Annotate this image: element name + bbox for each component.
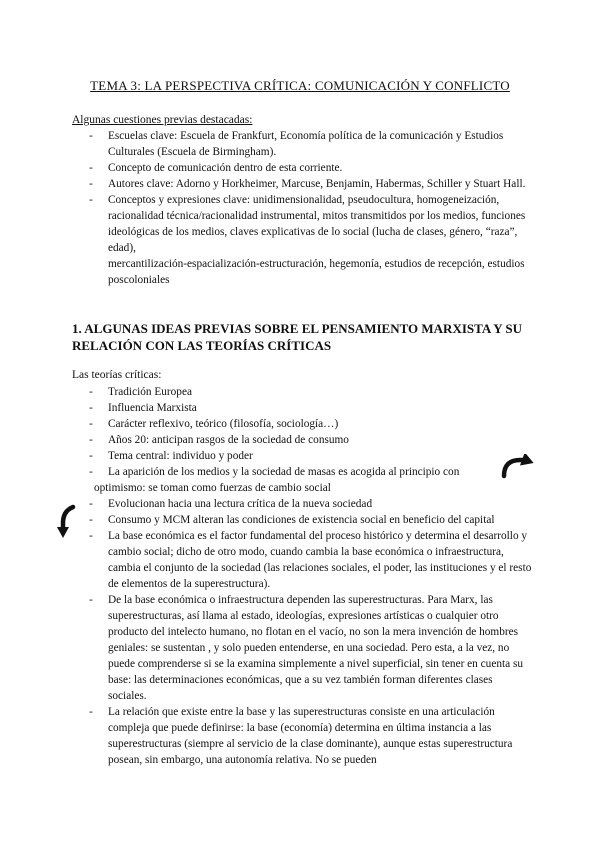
list-item: - Consumo y MCM alteran las condiciones de existencia social en beneficio del capital — [72, 512, 532, 528]
list-item: - Influencia Marxista — [72, 400, 532, 416]
curved-arrow-left-icon — [57, 503, 79, 539]
list-item-continuation: mercantilización-espacialización-estructuración, hegemonía, estudios de recepción, estudios poscoloniales — [108, 258, 525, 286]
list-item — [72, 464, 532, 496]
list-item: - Tradición Europea — [72, 384, 532, 400]
curved-arrow-right-icon — [500, 454, 538, 480]
list-item-line: - La aparición de los medios y la sociedad de masas es acogida al principio con — [108, 466, 460, 478]
list-item: - De la base económica o infraestructura dependen las superestructuras. Para Marx, las superestructuras, así llama al estado, ideologías, expresiones artísticas o cualquier otro producto del intelecto humano, no flotan en el vacío, no son la mera invención de hombres geniales: se sustentan , y solo pueden entenderse, en una sociedad. Pero esta, a la vez, no puede comprenderse si se la examina simplemente a nivel superficial, sin tener en cuenta su base: las determinaciones económicas, que a su vez también forman diferentes clases sociales. — [72, 592, 532, 704]
page-title: TEMA 3: LA PERSPECTIVA CRÍTICA: COMUNICACIÓN Y CONFLICTO — [90, 78, 510, 93]
intro-label: Algunas cuestiones previas destacadas: — [72, 114, 253, 126]
list-item: - La base económica es el factor fundamental del proceso histórico y determina el desarrollo y cambio social; dicho de otro modo, cuando cambia la base económica o infraestructura, cambia el conjunto de la sociedad (las relaciones sociales, el poder, las instituciones y el resto de elementos de la superestructura). — [72, 528, 532, 592]
list-item: - Años 20: anticipan rasgos de la sociedad de consumo — [72, 432, 532, 448]
list-item: - Autores clave: Adorno y Horkheimer, Marcuse, Benjamin, Habermas, Schiller y Stuart Hall. — [72, 176, 532, 192]
list-item: - Carácter reflexivo, teórico (filosofía, sociología…) — [72, 416, 532, 432]
list-item: - Conceptos y expresiones clave: unidimensionalidad, pseudocultura, homogeneización, racionalidad técnica/racionalidad instrumental, mitos transmitidos por los medios, funciones ideológicas de los medios, claves explicativas de lo social (lucha de clases, género, “raza”, edad), — [72, 192, 532, 256]
list-item-line: optimismo: se toman como fuerzas de cambio social — [94, 482, 331, 494]
list-item: - Tema central: individuo y poder — [72, 448, 532, 464]
list-item: - Concepto de comunicación dentro de esta corriente. — [72, 160, 532, 176]
list-item: - Escuelas clave: Escuela de Frankfurt, Economía política de la comunicación y Estudios Culturales (Escuela de Birmingham). — [72, 128, 532, 160]
section-heading: 1. ALGUNAS IDEAS PREVIAS SOBRE EL PENSAMIENTO MARXISTA Y SU RELACIÓN CON LAS TEORÍAS CRÍTICAS — [72, 321, 523, 353]
teorias-label: Las teorías críticas: — [72, 369, 162, 381]
intro-list — [72, 128, 532, 288]
teorias-list — [72, 384, 532, 768]
list-item: - Evolucionan hacia una lectura crítica de la nueva sociedad — [72, 496, 532, 512]
list-item: - La relación que existe entre la base y las superestructuras consiste en una articulación compleja que puede definirse: la base (economía) determina en última instancia a las superestructuras (siempre al servicio de la clase dominante), aunque estas superestructura posean, sin embargo, una autonomía relativa. No se pueden — [72, 704, 532, 768]
